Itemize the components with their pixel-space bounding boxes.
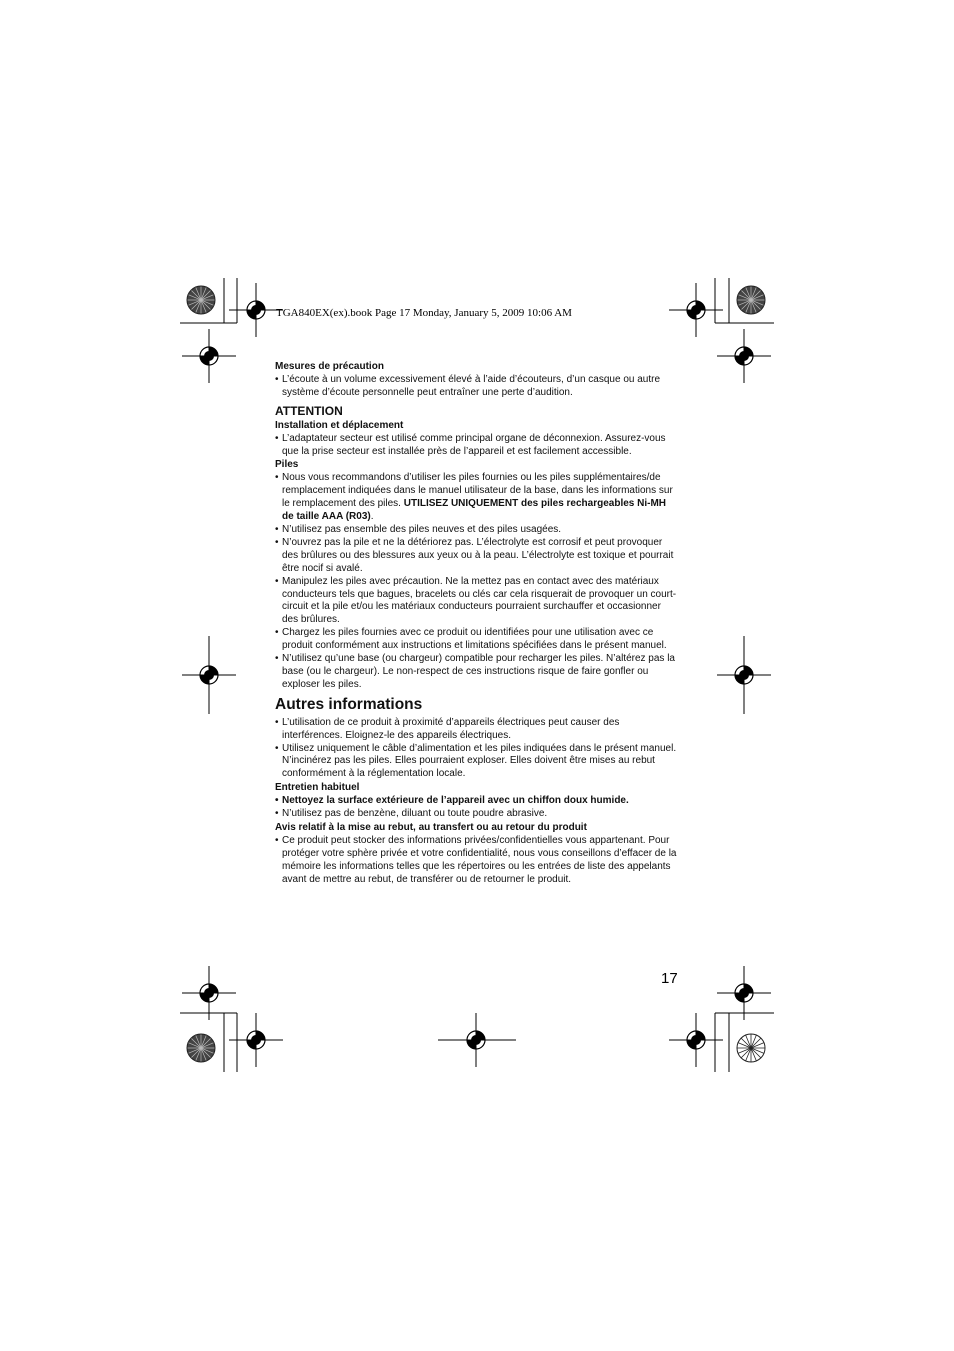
subsection-title-piles: Piles bbox=[275, 459, 299, 471]
section-title-attention: ATTENTION bbox=[275, 403, 343, 418]
list-item: • L’écoute à un volume excessivement élevé à l’aide d’écouteurs, d’un casque ou autre système d’écoute personnelle peut entraîner une perte d’audition. bbox=[275, 374, 679, 400]
list-item: • N’ouvrez pas la pile et ne la détériorez pas. L’électrolyte est corrosif et peut provoquer des brûlures ou des blessures aux yeux ou à la peau. L’électrolyte est toxique et pourrait être nocif si avalé. bbox=[275, 537, 679, 576]
list-item: • Nettoyez la surface extérieure de l’appareil avec un chiffon doux humide. bbox=[275, 795, 679, 808]
list-item: • N’utilisez pas de benzène, diluant ou toute poudre abrasive. bbox=[275, 808, 679, 821]
list-item: • L’adaptateur secteur est utilisé comme principal organe de déconnexion. Assurez-vous que la prise secteur est installée près de l’appareil et est facilement accessible. bbox=[275, 433, 679, 459]
entretien-list bbox=[275, 795, 679, 821]
list-item: • Manipulez les piles avec précaution. Ne la mettez pas en contact avec des matériaux conducteurs tels que bagues, bracelets ou clés car cela risquerait de provoquer un court-circuit et la pile et/ou les matériaux conducteurs pourraient surchauffer et occasionner des brûlures. bbox=[275, 576, 679, 628]
list-item: • L’utilisation de ce produit à proximité d’appareils électriques peut causer des interférences. Eloignez-le des appareils électriques. bbox=[275, 717, 679, 743]
page-number: 17 bbox=[661, 970, 678, 987]
section-title-autres: Autres informations bbox=[275, 695, 423, 713]
page-content bbox=[275, 361, 679, 888]
list-item bbox=[275, 472, 679, 524]
piles-item-text: Nous vous recommandons d’utiliser les piles fournies ou les piles supplémentaires/de remplacement indiquées dans le manuel utilisateur de la base, dans les informations sur le remplacement des piles. bbox=[282, 472, 673, 510]
file-info-header: TGA840EX(ex).book Page 17 Monday, January 5, 2009 10:06 AM bbox=[276, 307, 572, 319]
piles-item-bold: UTILISEZ UNIQUEMENT des piles rechargeables Ni-MH de taille AAA (R03) bbox=[282, 498, 667, 523]
list-item: • N’utilisez qu’une base (ou chargeur) compatible pour recharger les piles. N’altérez pas la base (ou le chargeur). Le non-respect de ces instructions risque de faire gonfler ou exploser les piles. bbox=[275, 653, 679, 692]
list-item: • N’utilisez pas ensemble des piles neuves et des piles usagées. bbox=[275, 524, 679, 537]
subsection-title-entretien: Entretien habituel bbox=[275, 782, 360, 794]
list-item: • Chargez les piles fournies avec ce produit ou identifiées pour une utilisation avec ce produit conformément aux instructions et limitations spécifiées dans le présent manuel. bbox=[275, 627, 679, 653]
subsection-title-installation: Installation et déplacement bbox=[275, 419, 404, 431]
autres-list bbox=[275, 717, 679, 782]
list-item: • Ce produit peut stocker des informations privées/confidentielles vous appartenant. Pour protéger votre sphère privée et votre confidentialité, nous vous conseillons d’effacer de la mémoire les informations telles que les répertoires ou les entrées de liste des appelants avant de mettre au rebut, de transférer ou de retourner le produit. bbox=[275, 835, 679, 887]
installation-list bbox=[275, 433, 679, 459]
piles-list bbox=[275, 472, 679, 691]
piles-item-end: . bbox=[370, 511, 374, 523]
avis-list bbox=[275, 835, 679, 887]
section-title-precaution: Mesures de précaution bbox=[275, 361, 384, 372]
precaution-list bbox=[275, 374, 679, 400]
list-item: • Utilisez uniquement le câble d’alimentation et les piles indiquées dans le présent manuel. N’incinérez pas les piles. Elles pourraient exploser. Elles doivent être mises au rebut conformément à la réglementation locale. bbox=[275, 743, 679, 782]
subsection-title-avis: Avis relatif à la mise au rebut, au transfert ou au retour du produit bbox=[275, 822, 587, 833]
